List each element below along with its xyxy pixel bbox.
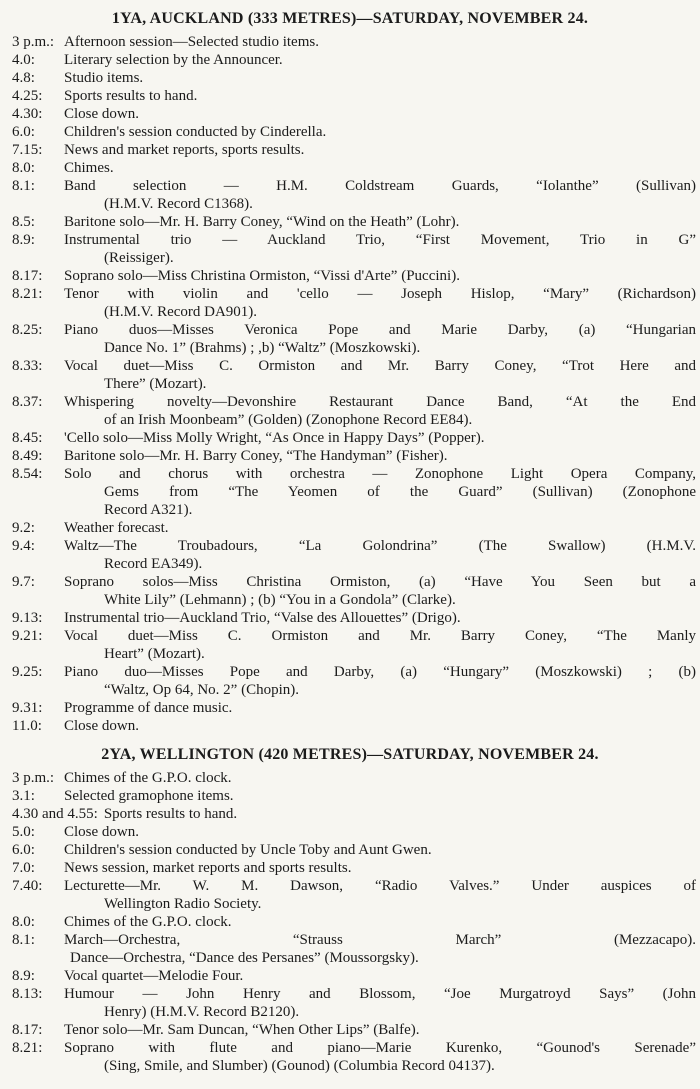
entry-time: 11.0: [12, 718, 42, 734]
programme-entry [0, 967, 700, 985]
station-heading: 1YA, AUCKLAND (333 METRES)—SATURDAY, NOVEMBER 24. [111, 10, 589, 27]
entry-time: 9.31: [12, 700, 43, 716]
entry-line: Weather forecast. [64, 520, 169, 536]
entry-description [64, 213, 696, 231]
entry-line: Piano duos—Misses Veronica Pope and Marie Darby, (a) “Hungarian [64, 322, 696, 338]
entry-description [64, 859, 696, 877]
entry-description [64, 87, 696, 105]
station-heading: 2YA, WELLINGTON (420 METRES)—SATURDAY, NOVEMBER 24. [101, 746, 599, 763]
programme-entry [0, 717, 700, 735]
entry-time: 8.37: [12, 394, 43, 410]
entry-description [104, 805, 696, 823]
entry-line: (H.M.V. Record DA901). [104, 304, 258, 320]
entry-description [64, 267, 696, 285]
programme-entry [0, 805, 700, 823]
newspaper-page [0, 8, 700, 1089]
programme-entry [0, 1039, 700, 1075]
entry-line: Gems from “The Yeomen of the Guard” (Sullivan) (Zonophone [104, 484, 696, 500]
entry-time: 8.9: [12, 232, 35, 248]
entry-description [64, 231, 696, 267]
entry-time: 8.1: [12, 932, 35, 948]
entry-line: Wellington Radio Society. [104, 896, 262, 912]
entry-description [64, 159, 696, 177]
entry-line: Record EA349). [104, 556, 203, 572]
entry-line: Children's session conducted by Uncle Toby and Aunt Gwen. [64, 842, 432, 858]
programme-entry [0, 519, 700, 537]
programme-entry [0, 465, 700, 519]
programme-entry [0, 609, 700, 627]
entry-time: 5.0: [12, 824, 35, 840]
entry-line: Vocal duet—Miss C. Ormiston and Mr. Barry Coney, “Trot Here and [64, 358, 696, 374]
entry-description [64, 537, 696, 573]
entry-time: 8.25: [12, 322, 43, 338]
entry-description [64, 285, 696, 321]
entry-description [64, 841, 696, 859]
entry-line: Whispering novelty—Devonshire Restaurant Dance Band, “At the End [64, 394, 696, 410]
programme-entry [0, 141, 700, 159]
entry-line: Studio items. [64, 70, 144, 86]
entry-line: Dance—Orchestra, “Dance des Persanes” (Moussorgsky). [70, 950, 419, 966]
entry-time: 8.21: [12, 1040, 43, 1056]
entry-time: 8.1: [12, 178, 35, 194]
entry-line: Baritone solo—Mr. H. Barry Coney, “The Handyman” (Fisher). [64, 448, 448, 464]
entry-time: 8.45: [12, 430, 43, 446]
programme-entry [0, 573, 700, 609]
entry-time: 8.17: [12, 268, 43, 284]
entry-time: 4.30: [12, 106, 43, 122]
entry-line: (Reissiger). [104, 250, 174, 266]
programme-entry [0, 537, 700, 573]
entry-description [64, 663, 696, 699]
entry-description [64, 141, 696, 159]
entry-line: Record A321). [104, 502, 193, 518]
programme-entry [0, 841, 700, 859]
entry-line: Sports results to hand. [64, 88, 198, 104]
entry-time: 4.30 and 4.55: [12, 806, 98, 822]
entry-line: Sports results to hand. [103, 806, 238, 822]
programme-entry [0, 663, 700, 699]
entry-description [64, 393, 696, 429]
programme-entry [0, 285, 700, 321]
entry-time: 3 p.m.: [12, 34, 55, 50]
entry-time: 8.9: [12, 968, 35, 984]
entry-description [64, 69, 696, 87]
entry-description [64, 609, 696, 627]
entry-line: Dance No. 1” (Brahms) ; ,b) “Waltz” (Moszkowski). [104, 340, 421, 356]
entry-line: Chimes. [64, 160, 114, 176]
entry-line: Selected gramophone items. [64, 788, 234, 804]
entry-description [64, 787, 696, 805]
entry-description [64, 931, 696, 967]
entry-line: Humour — John Henry and Blossom, “Joe Murgatroyd Says” (John [64, 986, 696, 1002]
entry-line: Vocal quartet—Melodie Four. [64, 968, 244, 984]
programme-entry [0, 877, 700, 913]
programme-entry [0, 699, 700, 717]
entry-time: 8.0: [12, 160, 35, 176]
programme-entry [0, 859, 700, 877]
entry-time: 3.1: [12, 788, 35, 804]
entry-description [64, 985, 696, 1021]
entry-time: 7.0: [12, 860, 35, 876]
entry-line: Close down. [64, 718, 139, 734]
entry-line: Waltz—The Troubadours, “La Golondrina” (The Swallow) (H.M.V. [64, 538, 696, 554]
entry-description [64, 519, 696, 537]
entry-line: White Lily” (Lehmann) ; (b) “You in a Gondola” (Clarke). [104, 592, 456, 608]
entry-line: Literary selection by the Announcer. [64, 52, 283, 68]
entry-description [64, 429, 696, 447]
entry-time: 8.13: [12, 986, 43, 1002]
entry-time: 8.54: [12, 466, 43, 482]
entry-description [64, 627, 696, 663]
entry-time: 8.33: [12, 358, 43, 374]
entry-line: Close down. [64, 106, 139, 122]
entry-time: 9.7: [12, 574, 35, 590]
programme-entry [0, 429, 700, 447]
entry-line: Henry) (H.M.V. Record B2120). [104, 1004, 300, 1020]
entry-line: Baritone solo—Mr. H. Barry Coney, “Wind on the Heath” (Lohr). [64, 214, 460, 230]
programme-entry [0, 985, 700, 1021]
programme-entry [0, 267, 700, 285]
entry-line: (H.M.V. Record C1368). [104, 196, 253, 212]
programme-entry [0, 447, 700, 465]
entry-description [64, 123, 696, 141]
entry-description [64, 913, 696, 931]
programme-entry [0, 69, 700, 87]
entry-time: 4.25: [12, 88, 43, 104]
programme-entry [0, 627, 700, 663]
entry-time: 6.0: [12, 124, 35, 140]
programme-entry [0, 913, 700, 931]
entry-line: “Waltz, Op 64, No. 2” (Chopin). [104, 682, 299, 698]
entry-time: 4.0: [12, 52, 35, 68]
entry-line: Children's session conducted by Cinderella. [64, 124, 327, 140]
entry-line: March—Orchestra, “Strauss March” (Mezzacapo). [64, 932, 696, 948]
entry-time: 9.13: [12, 610, 43, 626]
entry-line: Programme of dance music. [64, 700, 233, 716]
programme-entry [0, 393, 700, 429]
entry-line: Soprano solos—Miss Christina Ormiston, (a) “Have You Seen but a [64, 574, 696, 590]
programme-entry [0, 213, 700, 231]
programme-entry [0, 787, 700, 805]
entry-description [64, 699, 696, 717]
entry-line: Close down. [64, 824, 139, 840]
programme-entry [0, 769, 700, 787]
programme-entry [0, 231, 700, 267]
entry-time: 9.4: [12, 538, 35, 554]
entry-time: 4.8: [12, 70, 35, 86]
entry-description [64, 321, 696, 357]
entry-description [64, 177, 696, 213]
programme-entry [0, 87, 700, 105]
entry-description [64, 717, 696, 735]
entry-time: 7.40: [12, 878, 43, 894]
entry-line: Instrumental trio — Auckland Trio, “First Movement, Trio in G” [64, 232, 696, 248]
programme-entry [0, 123, 700, 141]
entry-time: 8.0: [12, 914, 35, 930]
programme-entry [0, 357, 700, 393]
entry-description [64, 33, 696, 51]
programme-entry [0, 33, 700, 51]
entry-line: Heart” (Mozart). [104, 646, 205, 662]
entry-time: 8.5: [12, 214, 35, 230]
entry-line: Afternoon session—Selected studio items. [64, 34, 319, 50]
entry-line: News session, market reports and sports results. [64, 860, 352, 876]
entry-line: Chimes of the G.P.O. clock. [64, 770, 232, 786]
entry-line: News and market reports, sports results. [64, 142, 305, 158]
entry-time: 9.2: [12, 520, 35, 536]
entry-description [64, 357, 696, 393]
entry-line: of an Irish Moonbeam” (Golden) (Zonophone Record EE84). [104, 412, 473, 428]
entry-description [64, 105, 696, 123]
programme-entry [0, 1021, 700, 1039]
programme-entry [0, 823, 700, 841]
entry-line: Chimes of the G.P.O. clock. [64, 914, 232, 930]
entry-time: 7.15: [12, 142, 43, 158]
entry-line: There” (Mozart). [104, 376, 207, 392]
entry-line: Instrumental trio—Auckland Trio, “Valse des Allouettes” (Drigo). [64, 610, 461, 626]
entry-line: Solo and chorus with orchestra — Zonophone Light Opera Company, [64, 466, 696, 482]
entry-description [64, 823, 696, 841]
entry-time: 8.17: [12, 1022, 43, 1038]
entry-time: 8.21: [12, 286, 43, 302]
entry-line: Tenor with violin and 'cello — Joseph Hislop, “Mary” (Richardson) [64, 286, 696, 302]
entry-description [64, 573, 696, 609]
programme-entry [0, 105, 700, 123]
entry-line: (Sing, Smile, and Slumber) (Gounod) (Columbia Record 04137). [104, 1058, 495, 1074]
entry-time: 9.25: [12, 664, 43, 680]
entry-description [64, 51, 696, 69]
programme-listing [0, 8, 700, 1075]
entry-line: Vocal duet—Miss C. Ormiston and Mr. Barry Coney, “The Manly [64, 628, 696, 644]
entry-line: 'Cello solo—Miss Molly Wright, “As Once in Happy Days” (Popper). [64, 430, 485, 446]
entry-description [64, 769, 696, 787]
programme-entry [0, 159, 700, 177]
entry-description [64, 1021, 696, 1039]
entry-time: 6.0: [12, 842, 35, 858]
programme-entry [0, 177, 700, 213]
entry-line: Tenor solo—Mr. Sam Duncan, “When Other Lips” (Balfe). [64, 1022, 420, 1038]
entry-line: Band selection — H.M. Coldstream Guards, “Iolanthe” (Sullivan) [64, 178, 696, 194]
entry-line: Piano duo—Misses Pope and Darby, (a) “Hungary” (Moszkowski) ; (b) [64, 664, 696, 680]
entry-time: 9.21: [12, 628, 43, 644]
entry-description [64, 465, 696, 519]
entry-line: Lecturette—Mr. W. M. Dawson, “Radio Valves.” Under auspices of [64, 878, 696, 894]
entry-description [64, 1039, 696, 1075]
entry-time: 8.49: [12, 448, 43, 464]
programme-entry [0, 321, 700, 357]
entry-line: Soprano solo—Miss Christina Ormiston, “Vissi d'Arte” (Puccini). [64, 268, 460, 284]
entry-description [64, 447, 696, 465]
programme-entry [0, 931, 700, 967]
entry-description [64, 877, 696, 913]
entry-description [64, 967, 696, 985]
entry-time: 3 p.m.: [12, 770, 55, 786]
programme-entry [0, 51, 700, 69]
entry-line: Soprano with flute and piano—Marie Kurenko, “Gounod's Serenade” [64, 1040, 696, 1056]
